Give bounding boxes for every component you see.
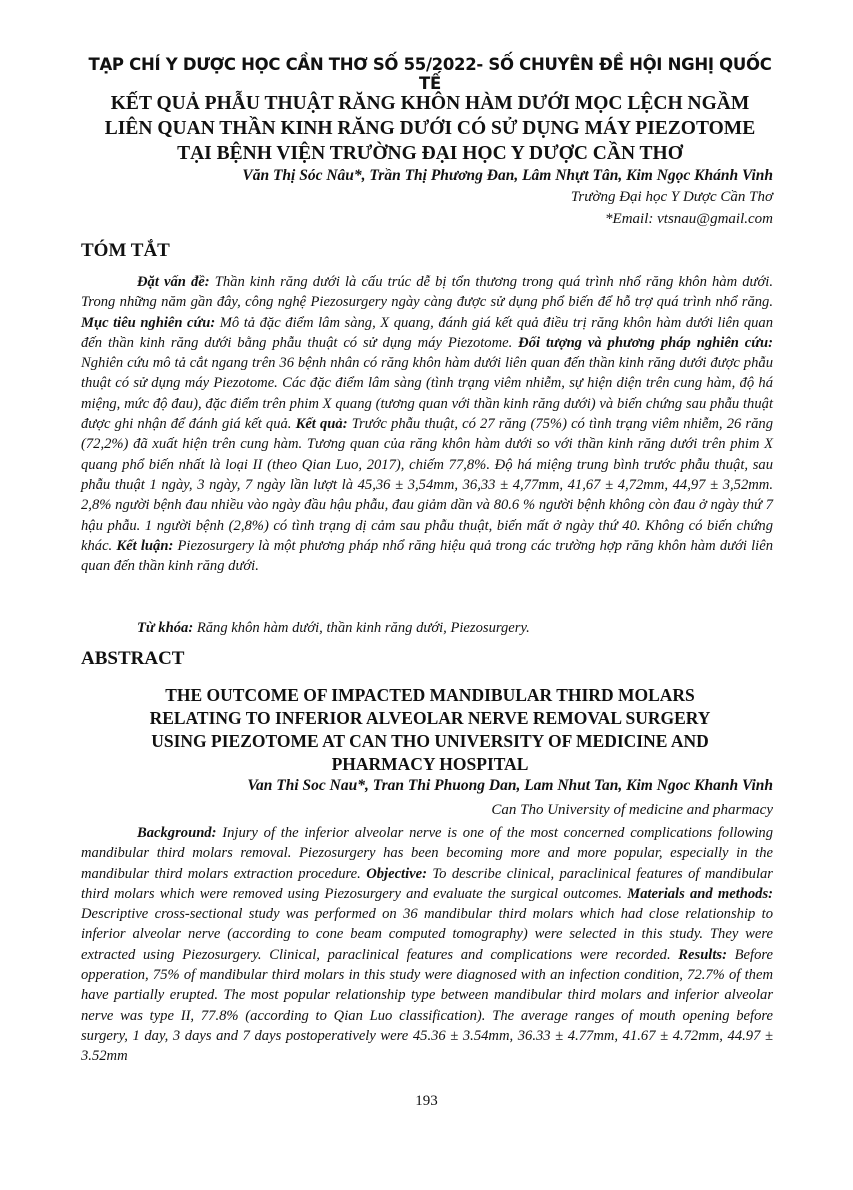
email-address: *Email: vtsnau@gmail.com xyxy=(605,211,773,227)
text-methods-vn: Nghiên cứu mô tả cắt ngang trên 36 bệnh nhân có răng khôn hàm dưới liên quan đến thần kinh răng dưới được phẫu thuật có sử dụng máy Piezotome. Các đặc điểm lâm sàng (tình trạng viêm nhiễm, sự hiện diện trên cung hàm, độ há miệng, mức độ đau), đặc điểm trên phim X quang (tương quan với thần kinh răng dưới) và biến chứng sau phẫu thuật được ghi nhận để đánh giá kết quả. xyxy=(81,355,773,433)
text-methods-en: Descriptive cross-sectional study was performed on 36 mandibular third molars which had close relationship to inferior alveolar nerve (according to cone beam computed tomography) were selected in this study. They were extracted using Piezosurgery. Clinical, paraclinical features and complications were recorded. xyxy=(81,906,773,963)
text-conclusion-vn: Piezosurgery là một phương pháp nhổ răng hiệu quả trong các trường hợp răng khôn hàm dưới liên quan đến thần kinh răng dưới. xyxy=(81,537,773,575)
label-objective-en: Objective: xyxy=(360,865,427,882)
label-methods-en: Materials and methods: xyxy=(622,885,773,902)
title-vn-line-2: LIÊN QUAN THẦN KINH RĂNG DƯỚI CÓ SỬ DỤNG MÁY PIEZOTOME xyxy=(104,118,756,139)
text-results-vn: Trước phẫu thuật, có 27 răng (75%) có tình trạng viêm nhiễm, 26 răng (72,2%) đã xuất hiện trên cung hàm. Tương quan của răng khôn hàm dưới so với thần kinh răng dưới trên phim X quang phổ biến nhất là loại II (theo Qian Luo, 2017), chiếm 77,8%. Độ há miệng trung bình trước phẫu thuật, sau phẫu thuật 1 ngày, 3 ngày, 7 ngày lần lượt là 45,36 ± 3,54mm, 36,33 ± 4,77mm, 41,67 ± 4,72mm, 44,97 ± 3,52mm. 2,8% người bệnh đau nhiều vào ngày đầu hậu phẫu, đau giảm dần và 80.6 % người bệnh không còn đau ở ngày thứ 7 hậu phẫu. 1 người bệnh (2,8%) có tình trạng dị cảm sau phẫu thuật, biến mất ở ngày thứ 40. Không có biến chứng khác. xyxy=(81,416,773,554)
title-english xyxy=(80,684,780,776)
label-background-en: Background: xyxy=(137,825,217,841)
title-en-line-3: USING PIEZOTOME AT CAN THO UNIVERSITY OF MEDICINE AND xyxy=(151,731,709,751)
title-en-line-1: THE OUTCOME OF IMPACTED MANDIBULAR THIRD MOLARS xyxy=(165,685,695,705)
text-background-vn: Thần kinh răng dưới là cấu trúc dễ bị tổn thương trong quá trình nhổ răng khôn hàm dưới. Trong những năm gần đây, công nghệ Piezosurgery ngày càng được sử dụng phổ biến để hỗ trợ quá trình nhổ răng. xyxy=(81,274,773,311)
text-objective-en: To describe clinical, paraclinical features of mandibular third molars which were removed using Piezosurgery and evaluate the surgical outcomes. xyxy=(81,865,773,902)
label-conclusion-vn: Kết luận: xyxy=(112,537,174,554)
affiliation-vietnamese: Trường Đại học Y Dược Cần Thơ xyxy=(570,189,773,205)
title-en-line-2: RELATING TO INFERIOR ALVEOLAR NERVE REMOVAL SURGERY xyxy=(149,708,711,728)
page-number: 193 xyxy=(415,1093,438,1109)
title-vn-line-3: TẠI BỆNH VIỆN TRƯỜNG ĐẠI HỌC Y DƯỢC CẦN THƠ xyxy=(177,143,683,164)
text-results-en: Before opperation, 75% of mandibular third molars in this study were diagnosed with an infection condition, 72.7% of them have partially erupted. The most popular relationship type between mandibular third molars and inferior alveolar nerve was type II, 77.8% (according to Qian Luo classification). The average ranges of mouth opening before surgery, 1 day, 3 days and 7 days postoperatively were 45.36 ± 3.54mm, 36.33 ± 4.77mm, 41.67 ± 4.72mm, 44.97 ± 3.52mm xyxy=(81,946,774,1065)
title-vn-line-1: KẾT QUẢ PHẪU THUẬT RĂNG KHÔN HÀM DƯỚI MỌC LỆCH NGẦM xyxy=(110,93,750,114)
title-en-line-4: PHARMACY HOSPITAL xyxy=(331,754,529,774)
label-results-vn: Kết quả: xyxy=(291,416,348,433)
keywords-vietnamese xyxy=(81,618,773,638)
abstract-english xyxy=(81,823,773,1067)
label-methods-vn: Đối tượng và phương pháp nghiên cứu: xyxy=(512,334,774,351)
title-vietnamese xyxy=(80,91,780,166)
text-objective-vn: Mô tả đặc điểm lâm sàng, X quang, đánh giá kết quả điều trị răng khôn hàm dưới liên quan đến thần kinh răng dưới bằng phẫu thuật có sử dụng máy Piezotome. xyxy=(81,314,774,351)
affiliation-english: Can Tho University of medicine and pharmacy xyxy=(491,802,773,818)
journal-header: TẠP CHÍ Y DƯỢC HỌC CẦN THƠ SỐ 55/2022- SỐ CHUYÊN ĐỀ HỘI NGHỊ QUỐC TẾ xyxy=(88,55,772,93)
label-background-vn: Đặt vấn đề: xyxy=(137,274,210,290)
label-results-en: Results: xyxy=(670,946,727,963)
summary-vietnamese xyxy=(81,272,773,576)
authors-vietnamese: Văn Thị Sóc Nâu*, Trần Thị Phương Đan, Lâm Nhựt Tân, Kim Ngọc Khánh Vinh xyxy=(242,167,773,184)
text-background-en: Injury of the inferior alveolar nerve is one of the most concerned complications following mandibular third molars removal. Piezosurgery has been becoming more and more popular, especially in the mandibular third molars extraction procedure. xyxy=(81,825,773,882)
label-keywords-vn: Từ khóa: xyxy=(137,620,194,636)
text-keywords-vn: Răng khôn hàm dưới, thần kinh răng dưới, Piezosurgery. xyxy=(193,620,530,636)
authors-english: Van Thi Soc Nau*, Tran Thi Phuong Dan, Lam Nhut Tan, Kim Ngoc Khanh Vinh xyxy=(247,777,773,794)
heading-tom-tat: TÓM TẮT xyxy=(81,240,170,261)
label-objective-vn: Mục tiêu nghiên cứu: xyxy=(81,314,216,331)
heading-abstract: ABSTRACT xyxy=(81,648,185,669)
